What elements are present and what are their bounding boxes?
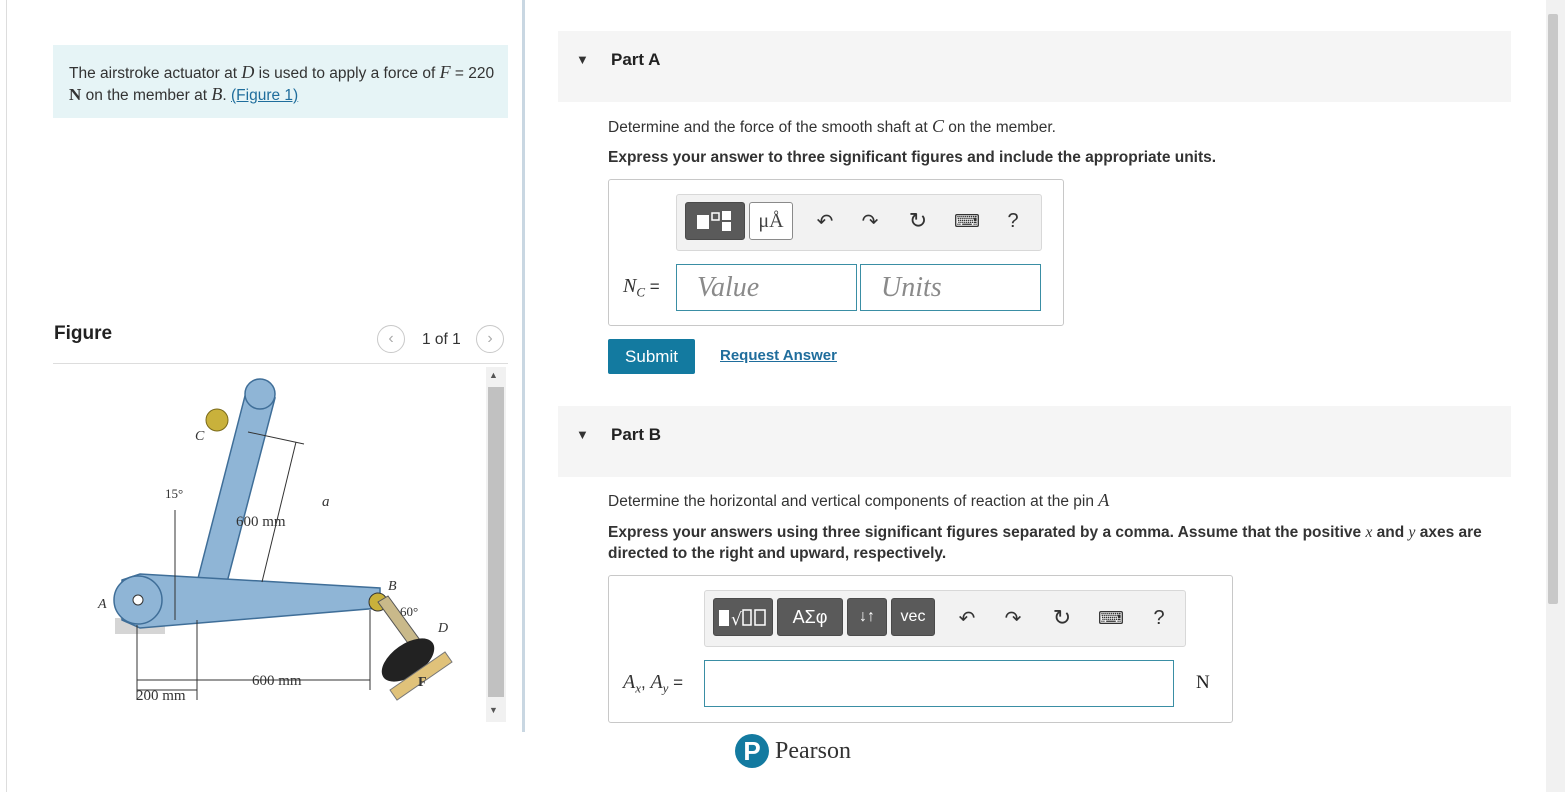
problem-text-2: is used to apply a force of	[254, 65, 440, 82]
help-icon[interactable]: ?	[1153, 606, 1165, 629]
help-icon[interactable]: ?	[1007, 209, 1019, 232]
nc-var: N	[623, 275, 637, 297]
force-value: 220	[468, 65, 495, 82]
var-f: F	[439, 62, 451, 82]
next-figure-button[interactable]	[476, 325, 504, 353]
nc-sub: C	[636, 284, 646, 300]
figure-counter: 1 of 1	[422, 331, 461, 348]
axy-equals: =	[668, 673, 684, 692]
label-200mm: 200 mm	[136, 688, 186, 704]
part-b-header[interactable]	[558, 406, 1511, 477]
problem-text-1: The airstroke actuator at	[69, 65, 242, 82]
pearson-logo-text: Pearson	[775, 738, 851, 764]
part-a-toolbar	[676, 194, 1042, 251]
svg-text:√: √	[731, 610, 742, 629]
part-a-question	[608, 116, 1056, 137]
figure-link[interactable]: (Figure 1)	[231, 87, 299, 104]
templates-icon	[717, 605, 769, 629]
submit-button[interactable]: Submit	[608, 339, 695, 374]
dimension-line-a	[262, 442, 296, 582]
redo-icon[interactable]: ↷	[1004, 607, 1022, 630]
unit-label: N	[1196, 672, 1210, 693]
request-answer-link[interactable]: Request Answer	[720, 347, 837, 364]
part-b-toolbar	[704, 590, 1186, 647]
ax-var: A	[623, 671, 636, 693]
axy-comma: ,	[641, 673, 651, 692]
undo-icon[interactable]: ↶	[958, 607, 976, 630]
reset-icon[interactable]: ↻	[1052, 605, 1072, 630]
part-a-label[interactable]: Part A	[611, 50, 661, 69]
panel-divider[interactable]	[522, 0, 525, 732]
label-pin-a: A	[98, 597, 107, 612]
caret-down-icon[interactable]: ▼	[576, 427, 589, 442]
var-b: B	[211, 84, 223, 104]
part-b-question-var: A	[1098, 490, 1110, 510]
page-scrollbar-thumb[interactable]	[1548, 14, 1558, 604]
chevron-left-icon: ‹	[388, 330, 394, 347]
scroll-up-icon[interactable]: ▲	[489, 370, 498, 380]
nc-label	[623, 275, 660, 300]
label-c: C	[195, 429, 205, 444]
problem-text-3: on the member at	[81, 87, 212, 104]
axy-label	[623, 671, 683, 696]
part-b-question	[608, 490, 1109, 511]
problem-eq: =	[450, 65, 469, 82]
label-600mm-upper: 600 mm	[236, 514, 286, 530]
part-b-label[interactable]: Part B	[611, 425, 662, 444]
part-b-instruction-1: Express your answers using three significant figures separated by a comma. Assume that the positive	[608, 524, 1366, 541]
chevron-right-icon: ›	[487, 330, 493, 347]
keyboard-icon[interactable]: ⌨	[954, 210, 980, 231]
force-unit: N	[69, 85, 82, 104]
part-a-header[interactable]	[558, 31, 1511, 102]
part-a-question-end: on the member.	[943, 119, 1056, 136]
figure-scrollbar-thumb[interactable]	[488, 387, 504, 697]
scroll-down-icon[interactable]: ▼	[489, 705, 498, 715]
caret-down-icon[interactable]: ▼	[576, 52, 589, 67]
problem-statement	[69, 62, 499, 106]
figure-divider	[53, 363, 508, 364]
part-a-question-var: C	[931, 116, 944, 136]
templates-icon	[695, 210, 735, 232]
part-b-instruction-2: axes are directed to the right and upward, respectively.	[608, 524, 1482, 562]
pin-a	[133, 595, 143, 605]
keyboard-icon[interactable]: ⌨	[1098, 607, 1124, 628]
label-b: B	[388, 579, 397, 594]
greek-symbols-button[interactable]: ΑΣφ	[777, 598, 843, 636]
ay-var: A	[650, 671, 663, 693]
units-input[interactable]: Units	[860, 264, 1041, 311]
part-b-instruction	[608, 522, 1508, 564]
part-a-instruction: Express your answer to three significant figures and include the appropriate units.	[608, 149, 1217, 166]
label-600mm-lower: 600 mm	[252, 673, 302, 689]
vector-button[interactable]: vec	[891, 598, 935, 636]
units-button[interactable]: μÅ	[749, 202, 793, 240]
redo-icon[interactable]: ↷	[861, 210, 879, 233]
templates-button[interactable]	[713, 598, 773, 636]
y-var: y	[1408, 524, 1416, 541]
and-text: and	[1372, 524, 1409, 541]
upright-arm-end	[245, 379, 275, 409]
subscript-superscript-button[interactable]: ↓↑	[847, 598, 887, 636]
problem-period: .	[222, 87, 231, 104]
previous-figure-button[interactable]	[377, 325, 405, 353]
undo-icon[interactable]: ↶	[816, 210, 834, 233]
reaction-input[interactable]	[704, 660, 1174, 707]
label-f: F	[418, 675, 427, 690]
page-edge	[6, 0, 7, 792]
figure-title: Figure	[54, 323, 113, 344]
pearson-logo-icon: P	[735, 734, 769, 768]
label-15deg: 15°	[165, 486, 184, 501]
templates-button[interactable]	[685, 202, 745, 240]
label-60deg: 60°	[400, 604, 419, 619]
label-a: a	[322, 494, 330, 510]
x-var: x	[1365, 524, 1373, 541]
var-d: D	[241, 62, 255, 82]
part-b-question-text: Determine the horizontal and vertical components of reaction at the pin	[608, 493, 1099, 510]
reset-icon[interactable]: ↻	[908, 208, 928, 233]
part-a-question-text: Determine and the force of the smooth shaft at	[608, 119, 932, 136]
nc-equals: =	[645, 277, 660, 296]
shaft-c	[206, 409, 228, 431]
figure-image	[60, 370, 485, 725]
ay-sub: y	[662, 680, 669, 696]
label-d: D	[438, 621, 449, 636]
value-input[interactable]: Value	[676, 264, 857, 311]
ax-sub: x	[635, 680, 641, 696]
